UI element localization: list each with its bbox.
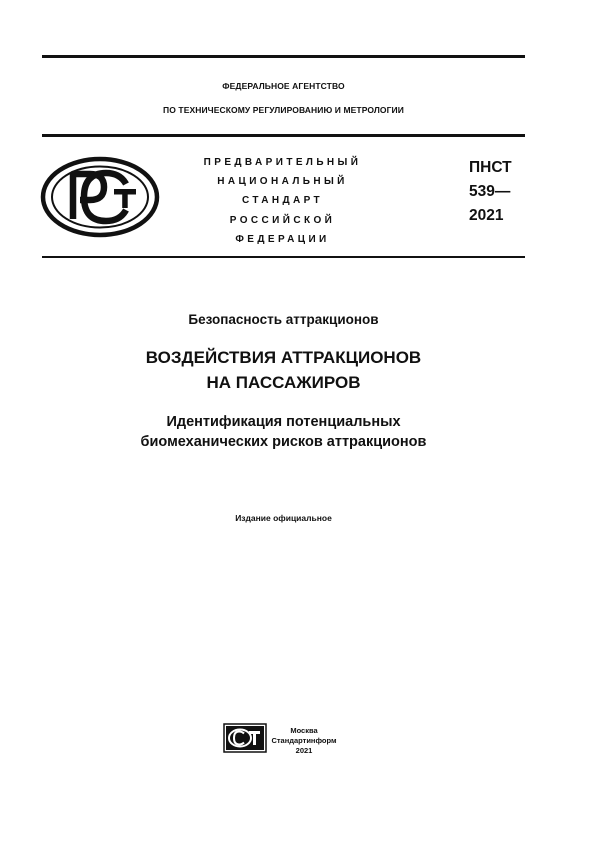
main-title-line: НА ПАССАЖИРОВ (206, 373, 361, 392)
standard-type (180, 153, 385, 249)
designation-line: 539— (469, 183, 511, 200)
standard-type-line: РОССИЙСКОЙ (229, 214, 336, 226)
top-rule (42, 55, 525, 58)
standard-group-title: Безопасность аттракционов (188, 312, 379, 327)
bottom-rule (42, 256, 525, 258)
edition-note: Издание официальное (235, 513, 332, 523)
standard-type-line: ПРЕДВАРИТЕЛЬНЫЙ (203, 157, 362, 168)
subtitle-line: биомеханических рисков аттракционов (140, 434, 427, 450)
imprint-city: Москва (290, 726, 318, 735)
standard-designation (469, 156, 539, 228)
imprint-year: 2021 (295, 746, 313, 755)
middle-rule (42, 134, 525, 137)
imprint-publisher: Стандартинформ (271, 736, 337, 745)
standard-type-line: НАЦИОНАЛЬНЫЙ (217, 176, 348, 188)
designation-line: ПНСТ (469, 159, 512, 176)
standard-subtitle (42, 412, 525, 452)
standard-type-line: СТАНДАРТ (241, 195, 324, 207)
imprint (266, 726, 342, 756)
designation-line: 2021 (469, 207, 504, 224)
standard-type-line: ФЕДЕРАЦИИ (235, 233, 330, 245)
gost-r-certification-mark-icon (40, 156, 160, 238)
agency-name-line-2: ПО ТЕХНИЧЕСКОМУ РЕГУЛИРОВАНИЮ И МЕТРОЛОГИИ (163, 105, 404, 115)
standard-main-title (42, 345, 525, 395)
main-title-line: ВОЗДЕЙСТВИЯ АТТРАКЦИОНОВ (145, 348, 422, 367)
subtitle-line: Идентификация потенциальных (166, 414, 401, 430)
standartinform-logo-icon (223, 723, 267, 753)
agency-name-line-1: ФЕДЕРАЛЬНОЕ АГЕНТСТВО (222, 81, 345, 91)
